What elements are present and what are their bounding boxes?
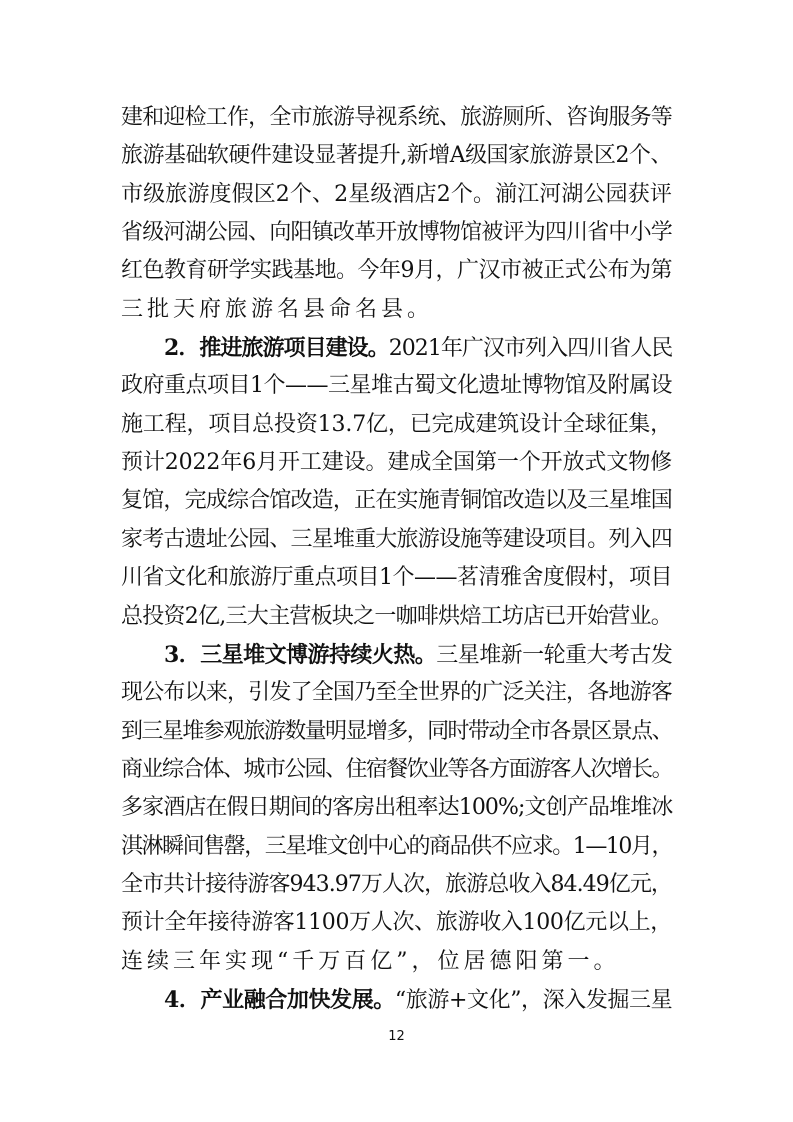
section-heading: 2．推进旅游项目建设。 bbox=[164, 335, 389, 362]
text-line: 红色教育研学实践基地。今年9月，广汉市被正式公布为第 bbox=[121, 258, 672, 284]
paragraph-first-line bbox=[164, 333, 672, 363]
text-line: 现公布以来，引发了全国乃至全世界的广泛关注，各地游客 bbox=[121, 680, 673, 706]
text-line: 政府重点项目1个——三星堆古蜀文化遗址博物馆及附属设 bbox=[121, 373, 672, 399]
section-heading: 3．三星堆文博游持续火热。 bbox=[164, 641, 437, 668]
text-line: 建和迎检工作，全市旅游导视系统、旅游厕所、咨询服务等 bbox=[121, 105, 673, 130]
text-line: 全市共计接待游客943.97万人次，旅游总收入84.49亿元， bbox=[121, 871, 672, 897]
text-line: 连续三年实现“千万百亿”，位居德阳第一。 bbox=[121, 948, 620, 974]
text-span: 三星堆新一轮重大考古发 bbox=[436, 642, 673, 668]
text-line: 家考古遗址公园、三星堆重大旅游设施等建设项目。列入四 bbox=[121, 526, 673, 552]
paragraph-first-line bbox=[164, 640, 672, 670]
section-heading: 4．产业融合加快发展。 bbox=[164, 987, 395, 1013]
text-line: 川省文化和旅游厅重点项目1个——茗清雅舍度假村，项目 bbox=[121, 565, 672, 591]
text-line: 商业综合体、城市公园、住宿餐饮业等各方面游客人次增长。 bbox=[121, 756, 673, 782]
page-number: 12 bbox=[388, 1029, 405, 1044]
text-span: 2021年广汉市列入四川省人民 bbox=[388, 336, 673, 362]
text-line: 总投资2亿,三大主营板块之一咖啡烘焙工坊店已开始营业。 bbox=[121, 603, 672, 629]
text-line: 淇淋瞬间售罄，三星堆文创中心的商品供不应求。1—10月， bbox=[121, 833, 672, 859]
text-line: 复馆，完成综合馆改造，正在实施青铜馆改造以及三星堆国 bbox=[121, 488, 673, 514]
text-line: 旅游基础软硬件建设显著提升,新增A级国家旅游景区2个、 bbox=[121, 143, 672, 169]
text-line: 施工程，项目总投资13.7亿，已完成建筑设计全球征集， bbox=[121, 411, 672, 437]
text-line: 省级河湖公园、向阳镇改革开放博物馆被评为四川省中小学 bbox=[121, 220, 673, 246]
paragraph-first-line bbox=[164, 985, 672, 1015]
text-line: 到三星堆参观旅游数量明显增多，同时带动全市各景区景点、 bbox=[121, 718, 673, 744]
text-line: 多家酒店在假日期间的客房出租率达100%;文创产品堆堆冰 bbox=[121, 795, 673, 821]
text-span: “旅游+文化”，深入发掘三星 bbox=[394, 988, 673, 1013]
text-line: 预计全年接待游客1100万人次、旅游收入100亿元以上， bbox=[121, 910, 672, 936]
text-line: 市级旅游度假区2个、2星级酒店2个。湔江河湖公园获评 bbox=[121, 181, 672, 207]
text-line: 预计2022年6月开工建设。建成全国第一个开放式文物修 bbox=[121, 450, 672, 476]
text-line: 三批天府旅游名县命名县。 bbox=[121, 296, 434, 322]
